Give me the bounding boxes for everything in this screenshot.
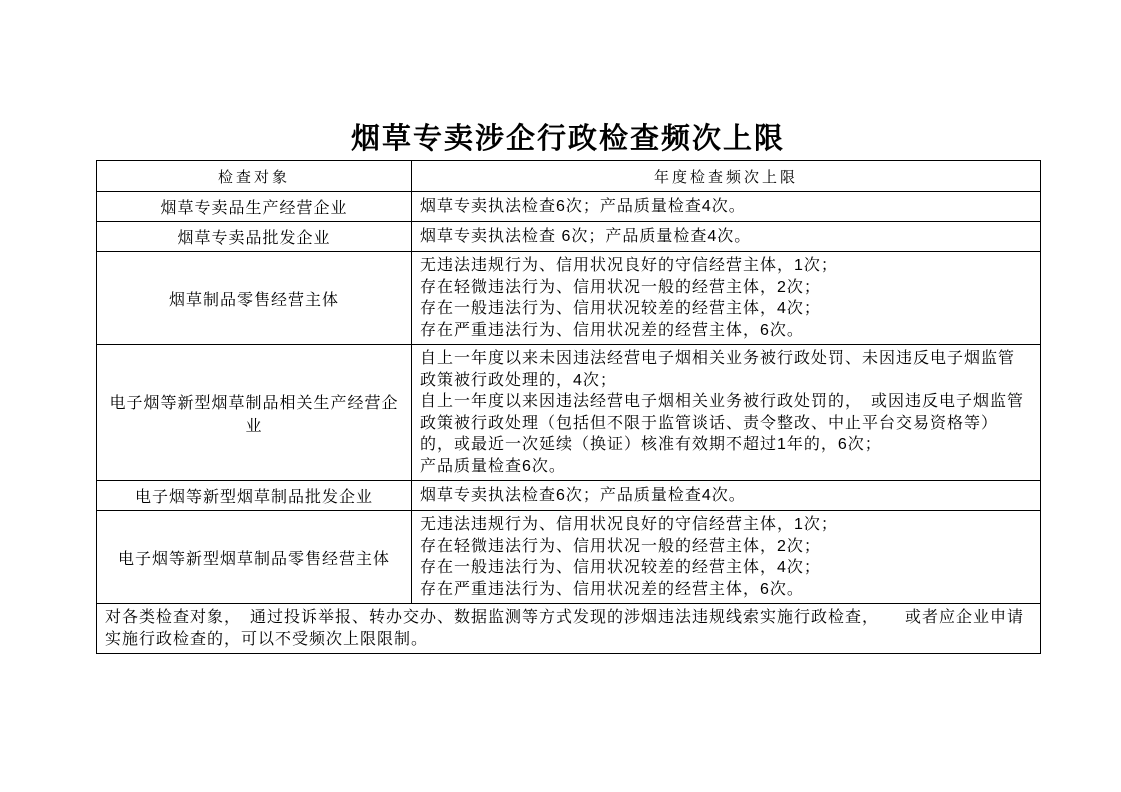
limit-line: 存在轻微违法行为、信用状况一般的经营主体，2次；: [420, 278, 821, 296]
inspection-target-cell: 电子烟等新型烟草制品零售经营主体: [97, 511, 412, 604]
frequency-limit-cell: [412, 192, 1041, 222]
frequency-limit-cell: [412, 511, 1041, 604]
inspection-target-cell: 烟草专卖品生产经营企业: [97, 192, 412, 222]
limit-line: 自上一年度以来未因违法经营电子烟相关业务被行政处罚、未因违反电子烟监管政策被行政处理的，4次；: [420, 350, 1016, 389]
frequency-limit-cell: [412, 222, 1041, 252]
table-footnote-cell: 对各类检查对象， 通过投诉举报、转办交办、数据监测等方式发现的涉烟违法违规线索实施行政检查， 或者应企业申请实施行政检查的，可以不受频次上限限制。: [97, 604, 1041, 654]
limit-line: 烟草专卖执法检查 6次；产品质量检查4次。: [420, 227, 752, 245]
limit-line: 无违法违规行为、信用状况良好的守信经营主体，1次；: [420, 516, 838, 533]
table-row-tobacco-retail: [97, 252, 1041, 345]
table-row-tobacco-wholesale: [97, 222, 1041, 252]
page-title: 烟草专卖涉企行政检查频次上限: [350, 123, 785, 155]
limit-line: 无违法违规行为、信用状况良好的守信经营主体，1次；: [420, 257, 838, 274]
table-row-ecig-wholesale: [97, 481, 1041, 511]
table-row-ecig-retail: [97, 511, 1041, 604]
limit-line: 产品质量检查6次。: [420, 457, 566, 475]
table-footnote-row: [97, 604, 1041, 654]
frequency-limit-cell: [412, 345, 1041, 481]
column-header-annual-limit: 年度检查频次上限: [412, 161, 1041, 192]
inspection-target-cell: 电子烟等新型烟草制品批发企业: [97, 481, 412, 511]
table-row-ecig-production: [97, 345, 1041, 481]
limit-line: 烟草专卖执法检查6次；产品质量检查4次。: [420, 197, 746, 215]
limit-line: 存在严重违法行为、信用状况差的经营主体，6次。: [420, 580, 804, 598]
limit-line: 存在严重违法行为、信用状况差的经营主体，6次。: [420, 321, 804, 339]
limit-line: 自上一年度以来因违法经营电子烟相关业务被行政处罚的， 或因违反电子烟监管政策被行政处理（包括但不限于监管谈话、责令整改、中止平台交易资格等）的，或最近一次延续（换证）核准有效期不超过1年的，6次；: [420, 393, 1025, 453]
limit-line: 烟草专卖执法检查6次；产品质量检查4次。: [420, 486, 746, 504]
frequency-limit-cell: [412, 252, 1041, 345]
table-row-tobacco-production: [97, 192, 1041, 222]
column-header-inspection-target: 检查对象: [97, 161, 412, 192]
inspection-target-cell: 烟草专卖品批发企业: [97, 222, 412, 252]
inspection-frequency-table: [96, 160, 1041, 654]
limit-line: 存在轻微违法行为、信用状况一般的经营主体，2次；: [420, 537, 821, 555]
table-header-row: [97, 161, 1041, 192]
frequency-limit-cell: [412, 481, 1041, 511]
inspection-target-cell: 电子烟等新型烟草制品相关生产经营企业: [97, 345, 412, 481]
limit-line: 存在一般违法行为、信用状况较差的经营主体，4次；: [420, 300, 821, 317]
limit-line: 存在一般违法行为、信用状况较差的经营主体，4次；: [420, 559, 821, 576]
inspection-target-cell: 烟草制品零售经营主体: [97, 252, 412, 345]
